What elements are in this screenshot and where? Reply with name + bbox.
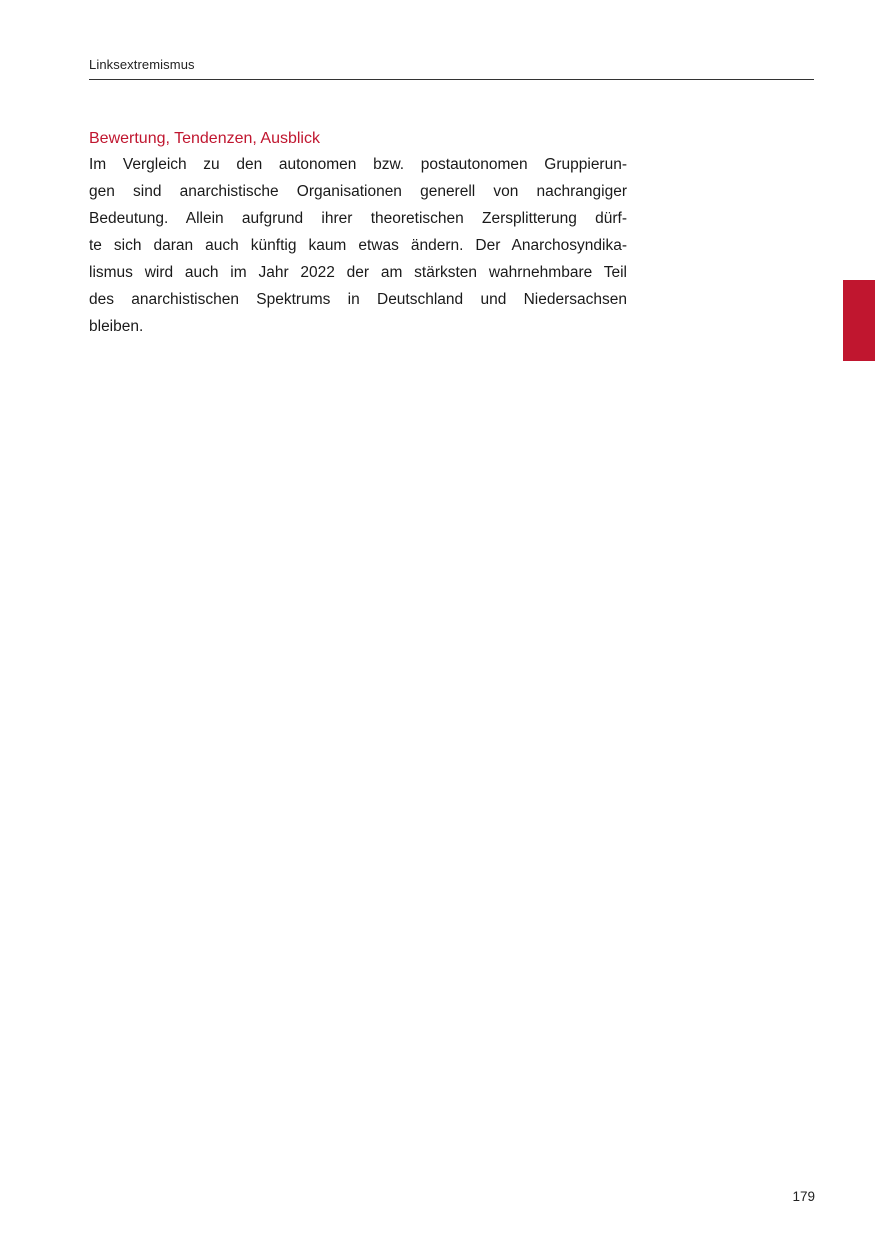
body-line: te sich daran auch künftig kaum etwas ändern. Der Anarchosyndika-	[89, 237, 627, 254]
body-line: lismus wird auch im Jahr 2022 der am stärksten wahrnehmbare Teil	[89, 264, 627, 281]
body-line: Bedeutung. Allein aufgrund ihrer theoretischen Zersplitterung dürf-	[89, 210, 627, 227]
chapter-tab-marker	[843, 280, 875, 361]
running-header: Linksextremismus	[89, 57, 195, 72]
section-heading: Bewertung, Tendenzen, Ausblick	[89, 130, 320, 147]
body-line: bleiben.	[89, 318, 144, 335]
body-paragraph	[89, 151, 627, 340]
body-line: gen sind anarchistische Organisationen generell von nachrangiger	[89, 183, 627, 200]
section-assessment	[89, 128, 627, 340]
header-rule	[89, 79, 814, 80]
page-number: 179	[792, 1189, 815, 1204]
body-line: Im Vergleich zu den autonomen bzw. postautonomen Gruppierun-	[89, 156, 627, 173]
body-line: des anarchistischen Spektrums in Deutschland und Niedersachsen	[89, 291, 627, 308]
